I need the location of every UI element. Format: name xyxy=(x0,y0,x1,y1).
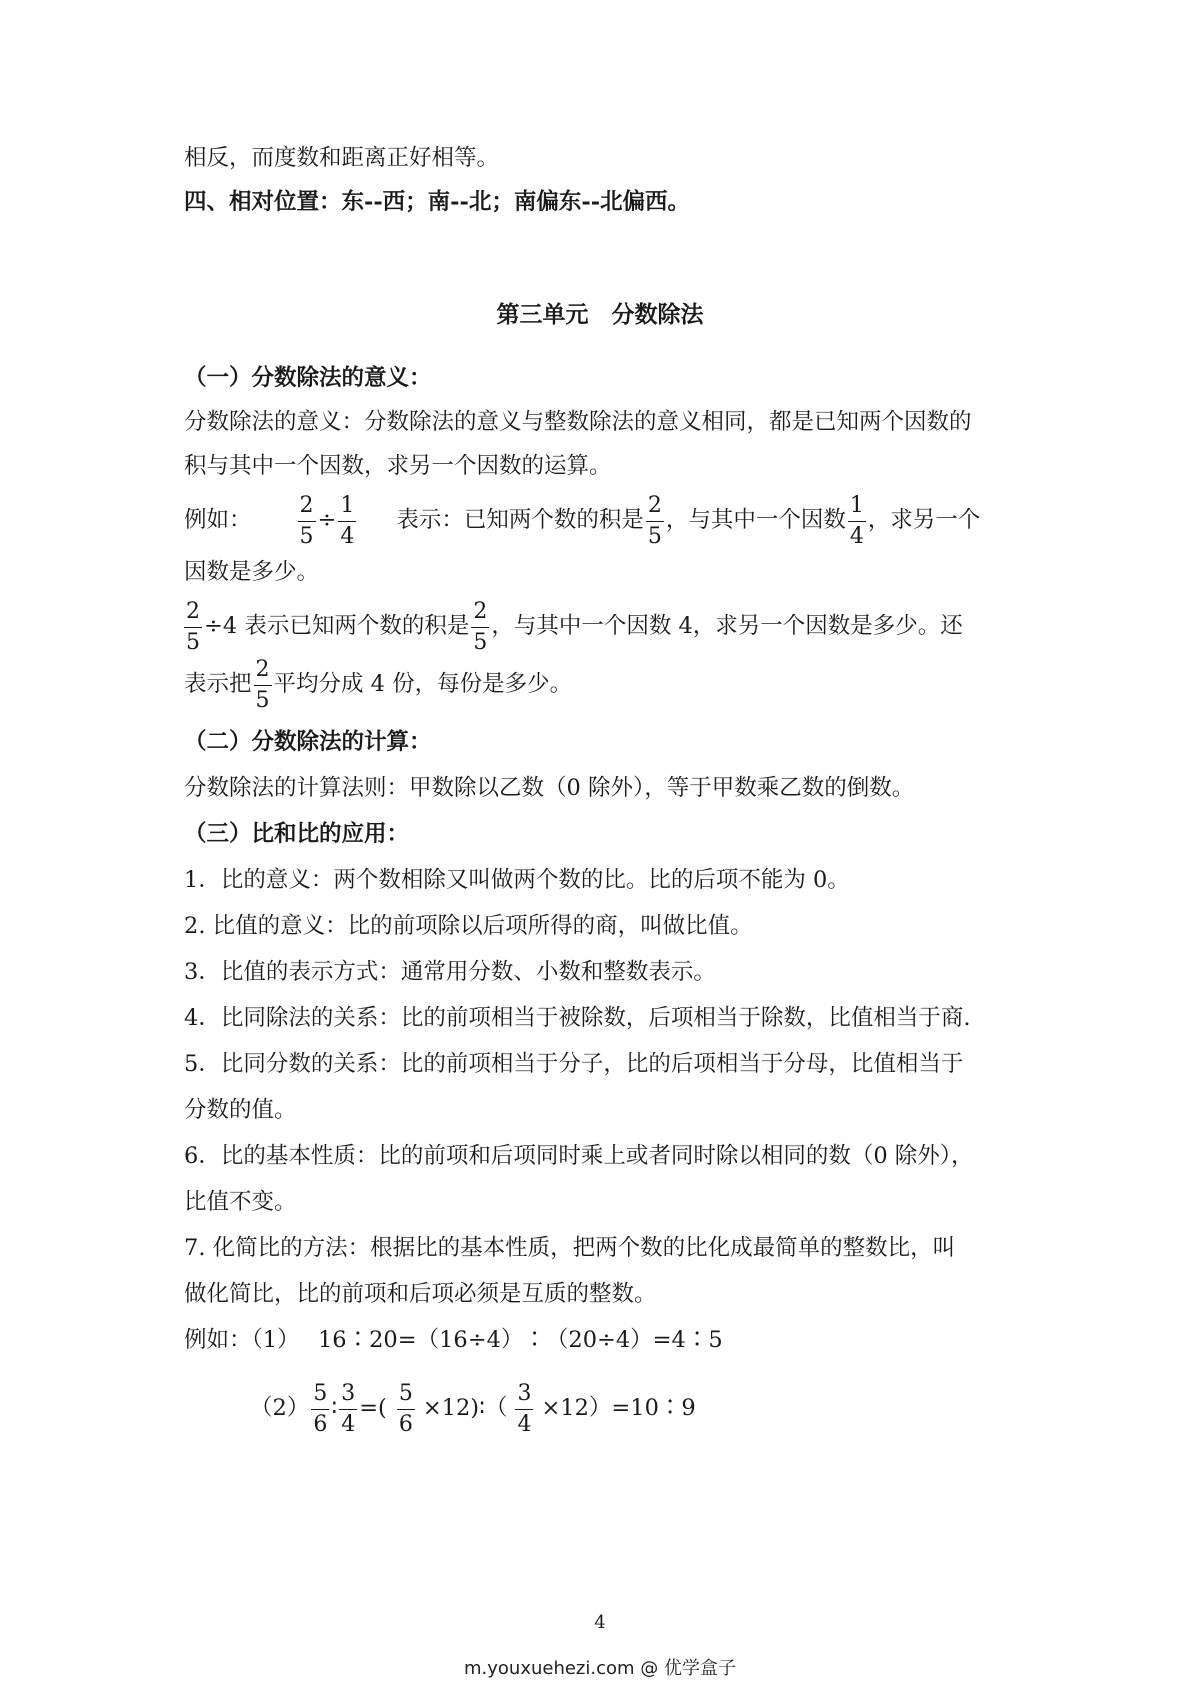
example-label: 例如： xyxy=(184,507,252,533)
example-line-2 xyxy=(184,596,1024,656)
ratio-colon: ∶ xyxy=(331,1395,338,1421)
text-span: ，求另一个 xyxy=(867,507,981,533)
text-span: 平均分成 4 份，每份是多少。 xyxy=(273,671,573,697)
denominator: 5 xyxy=(473,629,488,655)
list-item-cont: 做化简比，比的前项和后项必须是互质的整数。 xyxy=(184,1281,657,1307)
denominator: 6 xyxy=(313,1411,328,1437)
example-line-5 xyxy=(250,1378,1090,1438)
footer-watermark: m.youxuehezi.com @ 优学盒子 xyxy=(463,1658,736,1679)
page-number: 4 xyxy=(594,1612,606,1633)
fraction xyxy=(848,492,866,549)
denominator: 4 xyxy=(849,523,864,549)
denominator: 6 xyxy=(398,1411,413,1437)
fraction xyxy=(339,1380,357,1437)
numerator: 3 xyxy=(339,1383,357,1410)
numerator: 5 xyxy=(311,1383,329,1410)
list-item: 7. 化简比的方法：根据比的基本性质，把两个数的比化成最简单的整数比，叫 xyxy=(184,1235,956,1261)
text-span: ×12）=10∶9 xyxy=(541,1395,696,1421)
list-item: 2. 比值的意义：比的前项除以后项所得的商，叫做比值。 xyxy=(184,913,753,939)
section-heading-relative-position: 四、相对位置：东--西；南--北；南偏东--北偏西。 xyxy=(184,189,691,215)
text-line: 积与其中一个因数，求另一个因数的运算。 xyxy=(184,453,612,479)
example-line-4: 例如：（1） 16∶20=（16÷4）∶（20÷4）=4∶5 xyxy=(184,1327,723,1353)
text-line: 分数除法的计算法则：甲数除以乙数（0 除外），等于甲数乘乙数的倒数。 xyxy=(184,775,915,801)
list-item: 6．比的基本性质：比的前项和后项同时乘上或者同时除以相同的数（0 除外）， xyxy=(184,1143,974,1169)
example-line-1 xyxy=(184,490,1024,550)
list-item: 4．比同除法的关系：比的前项相当于被除数，后项相当于除数，比值相当于商. xyxy=(184,1005,971,1031)
list-item: 5．比同分数的关系：比的前项相当于分子，比的后项相当于分母，比值相当于 xyxy=(184,1051,964,1077)
numerator: 2 xyxy=(646,495,664,522)
denominator: 5 xyxy=(647,523,662,549)
unit-title: 第三单元 分数除法 xyxy=(496,301,704,328)
text-line: 因数是多少。 xyxy=(184,559,320,585)
fraction xyxy=(397,1380,415,1437)
denominator: 4 xyxy=(341,1411,356,1437)
fraction xyxy=(184,598,202,655)
text-span: ，与其中一个因数 xyxy=(665,507,846,533)
fraction xyxy=(471,598,489,655)
fraction xyxy=(254,656,272,713)
denominator: 5 xyxy=(255,687,270,713)
fraction xyxy=(298,492,316,549)
example-line-3 xyxy=(184,654,1024,714)
section-heading-1: （一）分数除法的意义： xyxy=(184,365,432,391)
section-heading-3: （三）比和比的应用： xyxy=(184,821,410,847)
divide-sign: ÷ xyxy=(317,507,337,533)
numerator: 3 xyxy=(515,1383,533,1410)
text-span: 表示把 xyxy=(184,671,252,697)
numerator: 1 xyxy=(338,495,356,522)
numerator: 2 xyxy=(471,601,489,628)
list-item: 3．比值的表示方式：通常用分数、小数和整数表示。 xyxy=(184,959,716,985)
denominator: 4 xyxy=(340,523,355,549)
section-heading-2: （二）分数除法的计算： xyxy=(184,729,432,755)
text-span: ×12)∶（ xyxy=(422,1395,508,1421)
numerator: 1 xyxy=(848,495,866,522)
numerator: 2 xyxy=(254,659,272,686)
text-line: 分数除法的意义：分数除法的意义与整数除法的意义相同，都是已知两个因数的 xyxy=(184,409,972,435)
text-line: 相反，而度数和距离正好相等。 xyxy=(184,145,500,171)
text-span: ，与其中一个因数 4，求另一个因数是多少。还 xyxy=(491,613,963,639)
numerator: 2 xyxy=(184,601,202,628)
list-item-cont: 比值不变。 xyxy=(184,1189,297,1215)
denominator: 5 xyxy=(186,629,200,655)
denominator: 4 xyxy=(517,1411,532,1437)
numerator: 5 xyxy=(397,1383,415,1410)
fraction xyxy=(338,492,356,549)
denominator: 5 xyxy=(299,523,314,549)
fraction xyxy=(515,1380,533,1437)
text-span: ÷4 表示已知两个数的积是 xyxy=(204,613,470,639)
list-item: 1．比的意义：两个数相除又叫做两个数的比。比的后项不能为 0。 xyxy=(184,867,850,893)
text-span: （2） xyxy=(250,1395,310,1421)
numerator: 2 xyxy=(298,495,316,522)
text-span: 表示：已知两个数的积是 xyxy=(396,507,644,533)
text-span: =( xyxy=(359,1395,387,1421)
list-item-cont: 分数的值。 xyxy=(184,1097,297,1123)
fraction xyxy=(311,1380,329,1437)
fraction xyxy=(646,492,664,549)
